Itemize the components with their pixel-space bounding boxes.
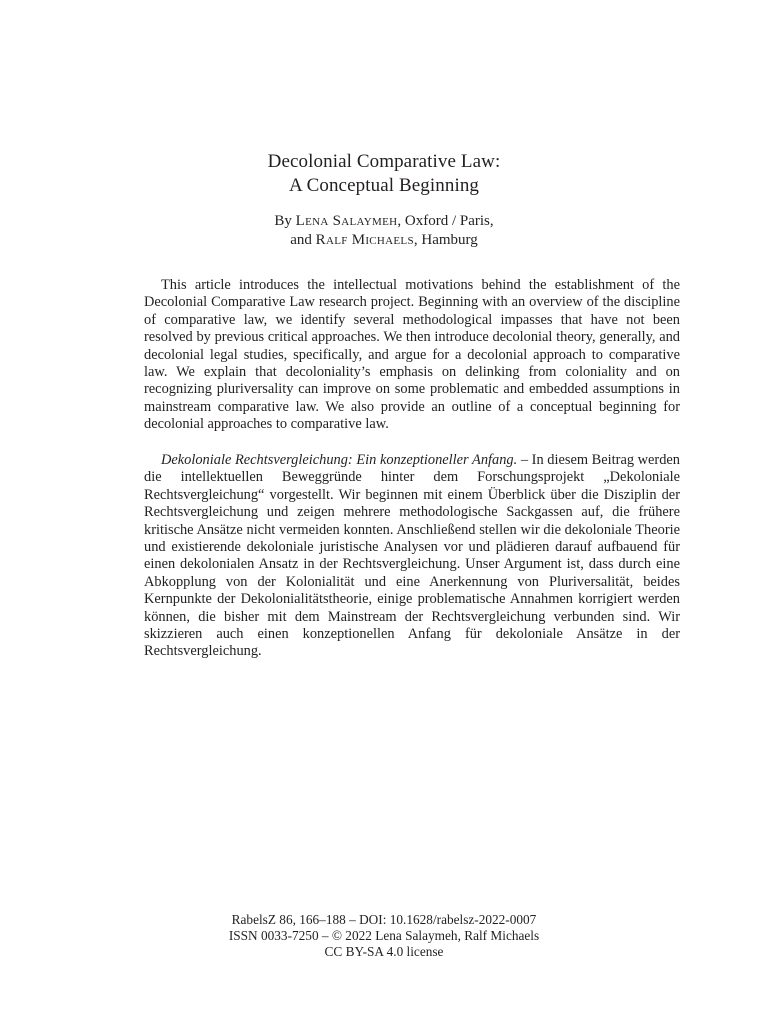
article-title xyxy=(0,150,768,198)
author-2-name: Ralf Michaels xyxy=(315,232,414,248)
publication-info xyxy=(0,912,768,959)
byline-and: and xyxy=(290,232,312,248)
title-line-2: A Conceptual Beginning xyxy=(288,175,480,196)
author-2-place: , Hamburg xyxy=(413,232,478,248)
byline-by: By xyxy=(274,213,292,229)
citation-doi: RabelsZ 86, 166–188 – DOI: 10.1628/rabelsz-2022-0007 xyxy=(231,912,537,927)
byline-line-2 xyxy=(0,231,768,250)
byline-line-1 xyxy=(0,212,768,231)
abstract-english: This article introduces the intellectual motivations behind the establishment of the Decolonial Comparative Law research project. Beginning with an overview of the discipline of comparative law, we identify several methodological impasses that have not been resolved by previous critical approaches. We then introduce decolonial theory, generally, and decolonial legal studies, specifically, and argue for a decolonial approach to comparative law. We explain that decoloniality’s emphasis on delinking from coloniality and on recognizing pluriversality can improve on some problematic and embedded assumptions in mainstream comparative law. We also provide an outline of a conceptual beginning for decolonial approaches to comparative law. xyxy=(144,277,680,433)
issn-copyright: ISSN 0033-7250 – © 2022 Lena Salaymeh, Ralf Michaels xyxy=(228,927,540,943)
abstract-german xyxy=(144,452,680,661)
license: CC BY-SA 4.0 license xyxy=(324,943,444,959)
author-1-name: Lena Salaymeh xyxy=(295,213,398,229)
author-1-place: , Oxford / Paris, xyxy=(397,213,494,229)
abstract-german-title: Dekoloniale Rechtsvergleichung: Ein konzeptioneller Anfang. xyxy=(161,452,518,468)
title-line-1: Decolonial Comparative Law: xyxy=(267,151,501,172)
author-byline xyxy=(0,212,768,250)
abstract-german-text: – In diesem Beitrag werden die intellektuellen Beweggründe hinter dem Forschungsprojekt „Dekoloniale Rechtsvergleichung“ vorgestellt. Wir beginnen mit einem Überblick über die Disziplin der Rechtsvergleichung und zeigen mehrere methodologische Sackgassen auf, die frühere kritische Ansätze nicht vermeiden konnten. Anschließend stellen wir die dekoloniale Theorie und existierende dekoloniale juristische Analysen vor und plädieren darauf aufbauend für einen dekolonialen Ansatz in der Rechtsvergleichung. Unser Argument ist, dass durch eine Abkopplung von der Kolonialität und eine Anerkennung von Pluriversalität, beides Kernpunkte der Dekolonialitätstheorie, einige problematische Annahmen korrigiert werden können, die bisher mit dem Mainstream der Rechtsvergleichung verbunden sind. Wir skizzieren auch einen konzeptionellen Anfang für dekoloniale Ansätze in der Rechtsvergleichung. xyxy=(144,452,680,660)
